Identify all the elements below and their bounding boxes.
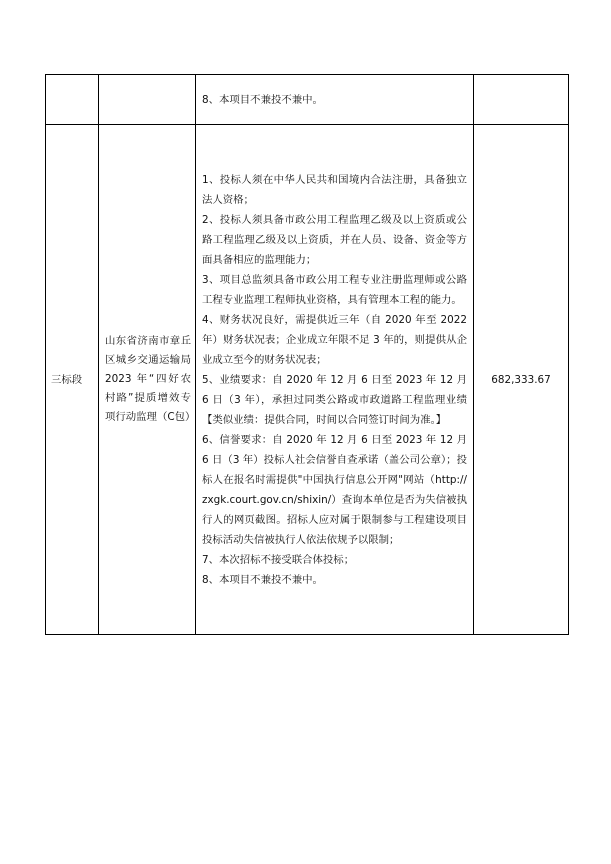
requirements-cell (196, 125, 474, 635)
bid-requirements-table (45, 74, 569, 635)
requirement-item: 8、本项目不兼投不兼中。 (202, 94, 323, 106)
table-row (46, 125, 569, 635)
requirement-item: 2、投标人须具备市政公用工程监理乙级及以上资质或公路工程监理乙级及以上资质，并在人员、设备、资金等方面具备相应的监理能力； (202, 214, 467, 266)
requirement-item: 1、投标人须在中华人民共和国境内合法注册，具备独立法人资格； (202, 174, 467, 206)
requirement-item: 7、本次招标不接受联合体投标； (202, 554, 355, 566)
requirement-item: 3、项目总监须具备市政公用工程专业注册监理师或公路工程专业监理工程师执业资格，具有管理本工程的能力。 (202, 274, 467, 306)
requirement-item: 5、业绩要求：自 2020 年 12 月 6 日至 2023 年 12 月 6 日（3 年），承担过同类公路或市政道路工程监理业绩【类似业绩：提供合同，时间以合同签订时间为准。】 (202, 374, 467, 426)
requirement-item: 8、本项目不兼投不兼中。 (202, 574, 323, 586)
requirement-item: 6、信誉要求：自 2020 年 12 月 6 日至 2023 年 12 月 6 日（3 年）投标人社会信誉自查承诺（盖公司公章）；投标人在报名时需提供"中国执行信息公开网"网站（http://zxgk.court.gov.cn/shixin/）查询本单位是否为失信被执行人的网页截图。招标人应对属于限制参与工程建设项目投标活动失信被执行人依法依规予以限制； (202, 434, 467, 546)
requirements-cell (196, 75, 474, 125)
amount-cell (474, 75, 569, 125)
requirement-item: 4、财务状况良好，需提供近三年（自 2020 年至 2022 年）财务状况表；企业成立年限不足 3 年的，则提供从企业成立至今的财务状况表； (202, 314, 467, 366)
project-cell: 山东省济南市章丘区城乡交通运输局 2023 年“四好农村路”提质增效专项行动监理（C包） (99, 125, 196, 635)
section-cell (46, 75, 99, 125)
amount-cell: 682,333.67 (474, 125, 569, 635)
section-cell: 三标段 (46, 125, 99, 635)
table-row (46, 75, 569, 125)
project-cell (99, 75, 196, 125)
